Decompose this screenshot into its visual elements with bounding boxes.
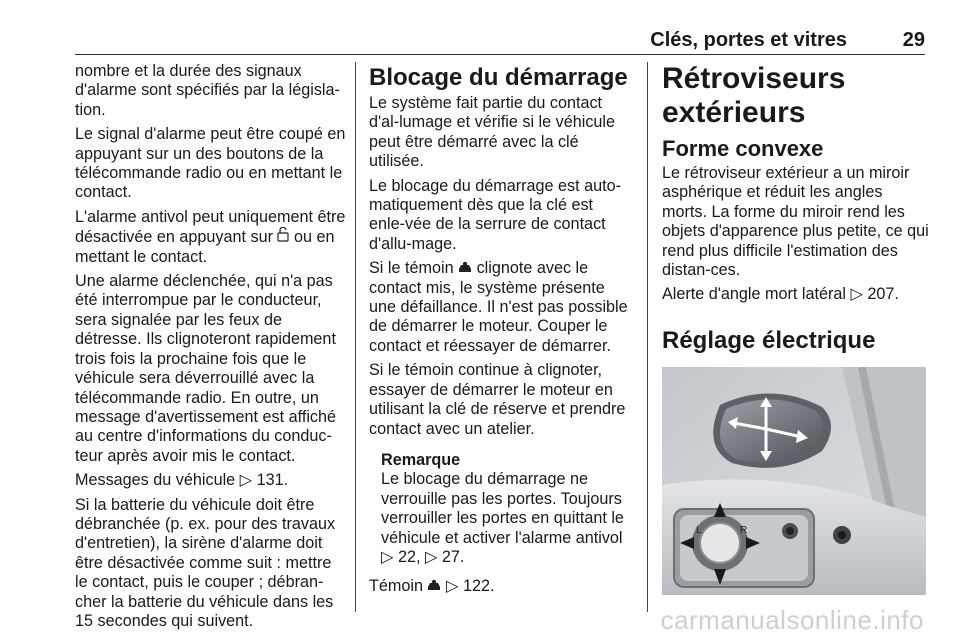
- column-divider: [355, 62, 356, 612]
- page-ref-link[interactable]: 131.: [256, 471, 289, 490]
- page-number: 29: [902, 29, 925, 51]
- paragraph: nombre et la durée des signaux d'alarme sont spécifiés par la législa-tion.: [75, 62, 340, 119]
- page-header: [75, 26, 925, 55]
- paragraph: [369, 259, 633, 356]
- sub-heading: Forme convexe: [662, 136, 824, 161]
- paragraph: [75, 471, 347, 490]
- text: clignote avec le contact mis, le système présente une défaillance. Il n'est pas possible de démarrer le moteur. Couper le contact et réessayer de démarrer.: [369, 259, 628, 355]
- illustration-svg: [662, 367, 926, 595]
- text: Si le témoin: [369, 259, 459, 278]
- page-ref-link[interactable]: 207.: [867, 285, 899, 304]
- column-1: [75, 62, 347, 636]
- text: Messages du véhicule: [75, 471, 240, 490]
- page-ref-link[interactable]: 27.: [441, 547, 465, 566]
- note-text: Le blocage du démarrage ne verrouille pas les portes. Toujours verrouiller les portes en quittant le véhicule et activer l'alarme antivol: [381, 470, 624, 547]
- paragraph: Une alarme déclenchée, qui n'a pas été interrompue par le conducteur, sera signalée par les feux de détresse. Ils clignoteront rapidement trois fois la prochaine fois que le véhicule sera déverrouillé avec la télécommande radio. En outre, un message d'avertissement est affiché au centre d'informations du conduc-teur après avoir mis le contact.: [75, 272, 337, 465]
- mirror-adjust-illustration: [662, 367, 926, 595]
- column-divider: [647, 62, 648, 612]
- text: Alerte d'angle mort latéral: [662, 285, 851, 304]
- sub-heading: Réglage électrique: [662, 326, 876, 354]
- paragraph: Le blocage du démarrage est auto-matiquement dès que la clé est enle-vée de la serrure de contact d'allu-mage.: [369, 176, 621, 253]
- note-box: [381, 451, 633, 567]
- ref-arrow-icon: ▷: [424, 547, 438, 566]
- column-3: [662, 62, 930, 595]
- unlock-icon: [277, 229, 289, 245]
- knob-label-left: L: [696, 524, 702, 536]
- car-key-icon: [427, 577, 441, 595]
- paragraph: Si le témoin continue à clignoter, essayer de démarrer le moteur en utilisant la clé de réserve et prendre contact avec un atelier.: [369, 361, 626, 438]
- section-heading: Blocage du démarrage: [369, 64, 628, 91]
- text: L'alarme antivol peut uniquement être désactivée en appuyant sur: [75, 207, 346, 247]
- knob-label-right: R: [740, 524, 748, 536]
- ref-arrow-icon: ▷: [239, 471, 253, 490]
- chapter-heading: Rétroviseurs extérieurs: [662, 62, 846, 129]
- paragraph: Le signal d'alarme peut être coupé en appuyant sur un des boutons de la télécommande radio ou en mettant le contact.: [75, 125, 346, 202]
- paragraph: Le système fait partie du contact d'al-lumage et vérifie si le véhicule peut être démarré avec la clé utilisée.: [369, 94, 616, 171]
- paragraph: [369, 577, 633, 596]
- note-title: Remarque: [381, 450, 461, 469]
- paragraph: Si la batterie du véhicule doit être débranchée (p. ex. pour des travaux d'entretien), la sirène d'alarme doit être désactivée comme suit : mettre le contact, puis le couper ; débran-cher la batterie du véhicule dans les 15 secondes qui suivent.: [75, 495, 336, 630]
- page-ref-link[interactable]: 122.: [462, 577, 495, 596]
- car-key-icon: [458, 259, 472, 277]
- paragraph: [75, 208, 347, 267]
- ref-arrow-icon: ▷: [850, 285, 863, 304]
- watermark: carmanualsonline.info: [660, 605, 924, 635]
- column-2: [369, 62, 633, 602]
- ref-arrow-icon: ▷: [381, 547, 394, 566]
- text: Témoin: [369, 577, 428, 596]
- section-title: Clés, portes et vitres: [650, 29, 847, 51]
- page-ref-link[interactable]: 22,: [397, 547, 425, 566]
- paragraph: Le rétroviseur extérieur a un miroir asphérique et réduit les angles morts. La forme du miroir rend les objets d'apparence plus petite, ce qui rend plus difficile l'estimation des distan-ces.: [662, 164, 929, 280]
- text: ou en mettant le contact.: [75, 228, 335, 266]
- ref-arrow-icon: ▷: [445, 577, 459, 596]
- paragraph: [662, 285, 930, 304]
